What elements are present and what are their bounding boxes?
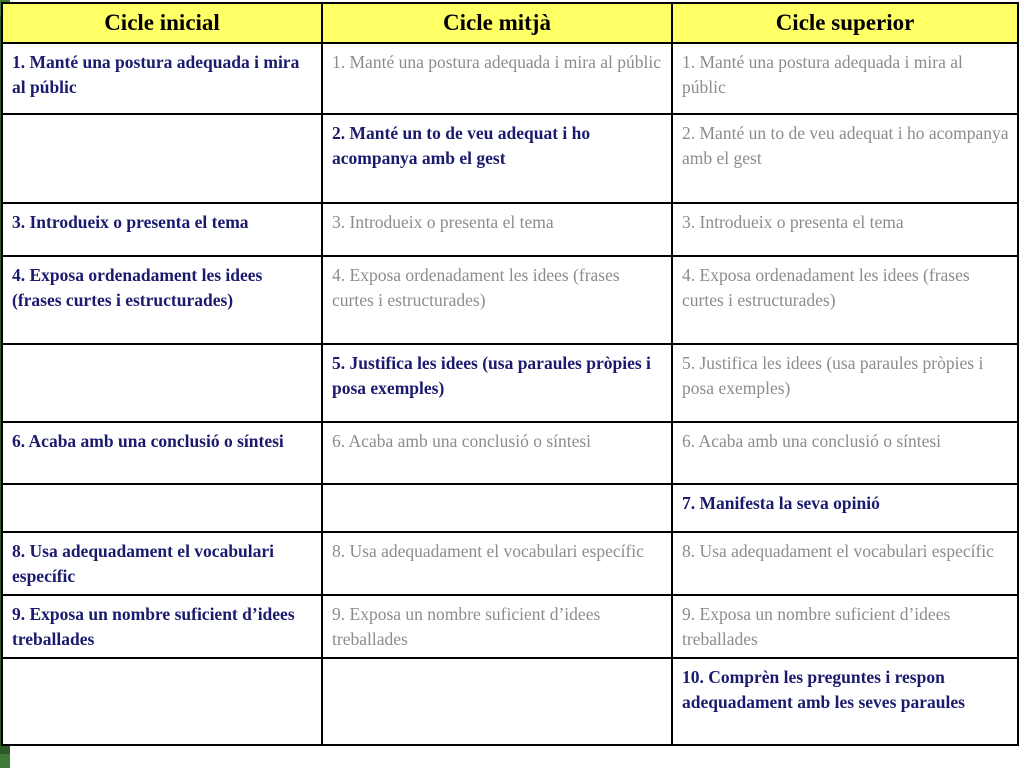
table-row [2,658,1018,745]
cell-mitja: 2. Manté un to de veu adequat i ho acompanya amb el gest [322,114,672,203]
table-row [2,256,1018,344]
cell-inicial: 1. Manté una postura adequada i mira al públic [2,43,322,114]
criteria-table [1,2,1019,746]
table-row [2,595,1018,658]
cell-superior: 1. Manté una postura adequada i mira al públic [672,43,1018,114]
table-row [2,422,1018,484]
cell-superior: 9. Exposa un nombre suficient d’idees treballades [672,595,1018,658]
table-row [2,484,1018,532]
cell-superior: 4. Exposa ordenadament les idees (frases curtes i estructurades) [672,256,1018,344]
cell-inicial: 4. Exposa ordenadament les idees (frases curtes i estructurades) [2,256,322,344]
header-cicle-superior: Cicle superior [672,3,1018,43]
cell-superior: 7. Manifesta la seva opinió [672,484,1018,532]
cell-inicial [2,658,322,745]
cell-mitja: 4. Exposa ordenadament les idees (frases curtes i estructurades) [322,256,672,344]
cell-mitja: 8. Usa adequadament el vocabulari específic [322,532,672,595]
cell-mitja: 1. Manté una postura adequada i mira al públic [322,43,672,114]
cell-mitja [322,658,672,745]
table-row [2,532,1018,595]
cell-inicial: 3. Introdueix o presenta el tema [2,203,322,256]
header-cicle-inicial: Cicle inicial [2,3,322,43]
cell-superior: 5. Justifica les idees (usa paraules pròpies i posa exemples) [672,344,1018,422]
cell-superior: 10. Comprèn les preguntes i respon adequadament amb les seves paraules [672,658,1018,745]
table-row [2,344,1018,422]
cell-superior: 6. Acaba amb una conclusió o síntesi [672,422,1018,484]
cell-inicial [2,114,322,203]
cell-superior: 2. Manté un to de veu adequat i ho acompanya amb el gest [672,114,1018,203]
cell-mitja: 9. Exposa un nombre suficient d’idees treballades [322,595,672,658]
cell-mitja: 5. Justifica les idees (usa paraules pròpies i posa exemples) [322,344,672,422]
cell-mitja [322,484,672,532]
cell-inicial [2,344,322,422]
cell-inicial: 9. Exposa un nombre suficient d’idees treballades [2,595,322,658]
cell-inicial [2,484,322,532]
table-row [2,203,1018,256]
cell-inicial: 8. Usa adequadament el vocabulari específic [2,532,322,595]
cell-mitja: 6. Acaba amb una conclusió o síntesi [322,422,672,484]
cell-superior: 8. Usa adequadament el vocabulari específic [672,532,1018,595]
cell-superior: 3. Introdueix o presenta el tema [672,203,1018,256]
table-row [2,114,1018,203]
header-row [2,3,1018,43]
header-cicle-mitja: Cicle mitjà [322,3,672,43]
cell-mitja: 3. Introdueix o presenta el tema [322,203,672,256]
table-row [2,43,1018,114]
cell-inicial: 6. Acaba amb una conclusió o síntesi [2,422,322,484]
